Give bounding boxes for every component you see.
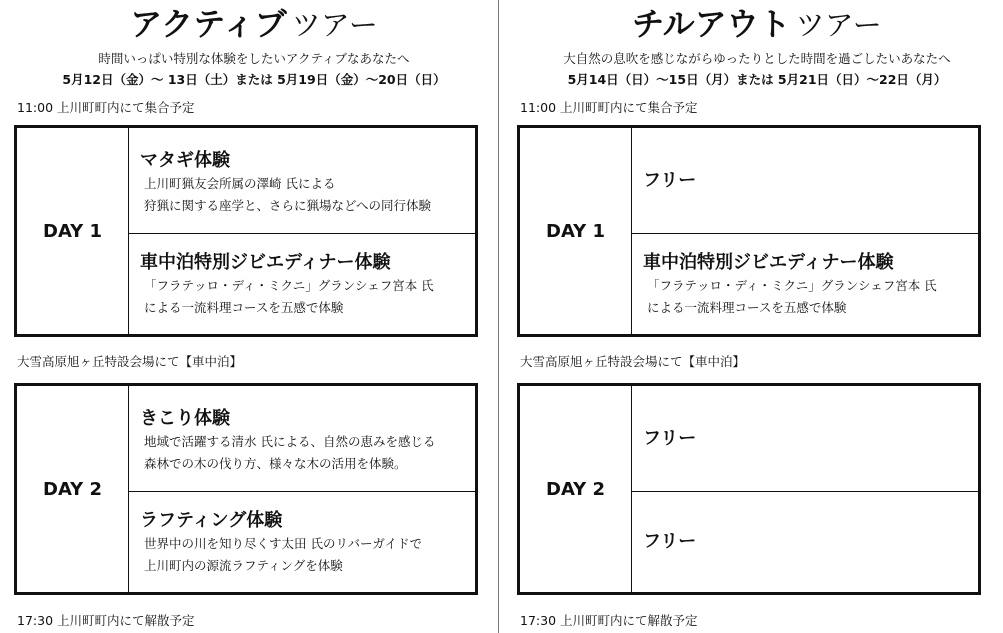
day-label: DAY 2 xyxy=(520,386,632,592)
day-label: DAY 1 xyxy=(17,128,129,334)
tagline: 時間いっぱい特別な体験をしたいアクティブなあなたへ xyxy=(98,51,410,66)
activity-desc: 「フラテッロ・ディ・ミクニ」グランシェフ宮本 氏 xyxy=(144,278,434,293)
title-sub: ツアー xyxy=(291,8,378,42)
activity-slot xyxy=(128,234,475,334)
title-sub: ツアー xyxy=(795,8,882,42)
day2-box xyxy=(14,383,478,595)
activity-slot xyxy=(128,492,475,592)
tour-dates: 5月14日（日）〜15日（月）または 5月21日（日）〜22日（月） xyxy=(567,72,947,87)
title-main: アクティブ xyxy=(130,5,287,43)
activity-desc: 「フラテッロ・ディ・ミクニ」グランシェフ宮本 氏 xyxy=(647,278,937,293)
meeting-note: 11:00 上川町町内にて集合予定 xyxy=(17,100,195,115)
chill-tour-title xyxy=(517,4,997,50)
day2-box xyxy=(517,383,981,595)
activity-desc: による一流料理コースを五感で体験 xyxy=(144,300,344,315)
tagline: 大自然の息吹を感じながらゆったりとした時間を過ごしたいあなたへ xyxy=(563,51,951,66)
activity-title: きこり体験 xyxy=(140,408,230,429)
activity-title: 車中泊特別ジビエディナー体験 xyxy=(643,252,894,273)
activity-desc: 上川町猟友会所属の澤崎 氏による xyxy=(144,176,336,191)
activity-desc: 世界中の川を知り尽くす太田 氏のリバーガイドで xyxy=(144,536,422,551)
activity-slot xyxy=(128,386,475,492)
dismissal-note: 17:30 上川町町内にて解散予定 xyxy=(520,613,698,628)
day-label: DAY 2 xyxy=(17,386,129,592)
activity-slot xyxy=(631,386,978,492)
stay-note: 大雪高原旭ヶ丘特設会場にて【車中泊】 xyxy=(17,354,243,369)
activity-title: フリー xyxy=(643,531,697,552)
dismissal-note: 17:30 上川町町内にて解散予定 xyxy=(17,613,195,628)
activity-desc: による一流料理コースを五感で体験 xyxy=(647,300,847,315)
activity-title: フリー xyxy=(643,427,697,449)
title-main: チルアウト xyxy=(632,5,791,43)
day1-box xyxy=(517,125,981,337)
activity-slot xyxy=(631,234,978,334)
activity-slot xyxy=(631,128,978,234)
stay-note: 大雪高原旭ヶ丘特設会場にて【車中泊】 xyxy=(520,354,746,369)
activity-slot xyxy=(631,492,978,592)
activity-desc: 狩猟に関する座学と、さらに猟場などへの同行体験 xyxy=(144,198,432,213)
tour-dates: 5月12日（金）〜 13日（土）または 5月19日（金）〜20日（日） xyxy=(62,72,446,87)
activity-slot xyxy=(128,128,475,234)
active-tour-column xyxy=(14,0,494,633)
activity-title: 車中泊特別ジビエディナー体験 xyxy=(140,252,391,273)
column-divider xyxy=(498,0,499,633)
active-tour-title xyxy=(14,4,494,50)
day1-box xyxy=(14,125,478,337)
day-label: DAY 1 xyxy=(520,128,632,334)
activity-desc: 森林での木の伐り方、様々な木の活用を体験。 xyxy=(144,456,407,471)
chill-tour-column xyxy=(517,0,997,633)
activity-title: マタギ体験 xyxy=(140,150,230,171)
activity-desc: 地域で活躍する清水 氏による、自然の恵みを感じる xyxy=(144,434,436,449)
meeting-note: 11:00 上川町町内にて集合予定 xyxy=(520,100,698,115)
activity-title: ラフティング体験 xyxy=(140,510,283,531)
activity-title: フリー xyxy=(643,169,697,191)
activity-desc: 上川町内の源流ラフティングを体験 xyxy=(144,558,343,573)
